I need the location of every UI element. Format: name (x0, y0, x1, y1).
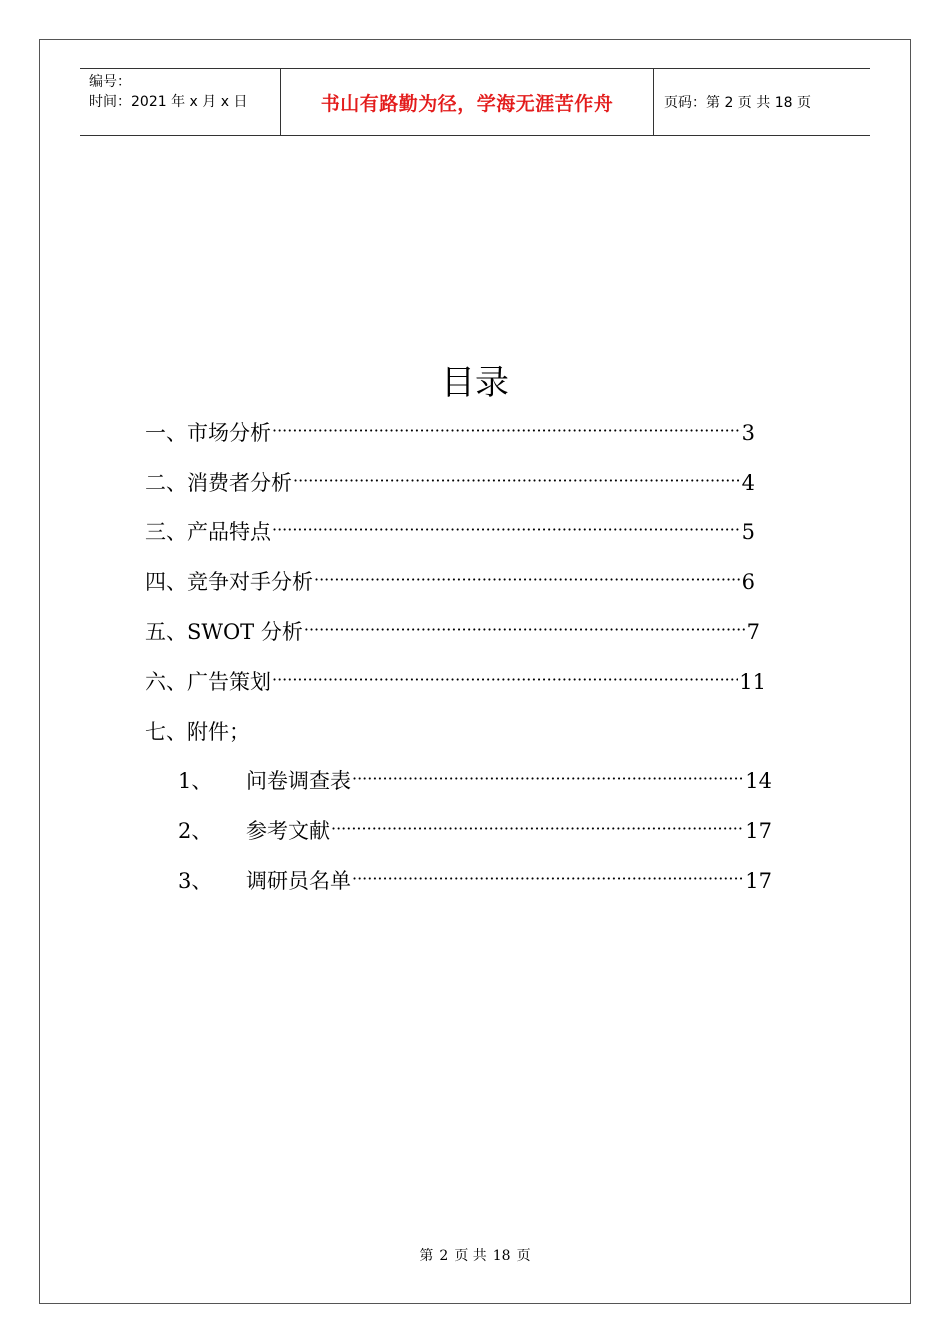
toc-entry-label: 附件； (187, 720, 250, 744)
toc-sub-entry-label: 问卷调查表 (246, 769, 351, 793)
toc-entry[interactable] (145, 567, 755, 599)
toc-entry-label: 竞争对手分析 (187, 570, 313, 594)
footer-middle: 页 共 (454, 1248, 487, 1264)
toc-leader-dots (352, 864, 744, 894)
header-date-label: 时间：2021 年 x 月 x 日 (89, 94, 248, 110)
footer-total-pages: 18 (492, 1248, 511, 1264)
toc-sub-entry-number: 2、 (178, 819, 213, 843)
toc-leader-dots (304, 615, 746, 645)
toc-leader-dots (352, 764, 744, 794)
toc-entry-number: 一、 (145, 421, 187, 445)
header-meta (80, 69, 281, 135)
toc-entry[interactable] (145, 468, 755, 500)
toc-entry-number: 七、 (145, 720, 187, 744)
toc-entry-number: 四、 (145, 570, 187, 594)
toc-leader-dots (272, 515, 741, 545)
footer-suffix: 页 (516, 1248, 531, 1264)
header-number-label: 编号： (89, 74, 131, 90)
toc-sub-entry[interactable] (178, 816, 772, 848)
toc-entry[interactable] (145, 418, 755, 450)
toc-sub-entry-page: 14 (745, 769, 772, 793)
toc-sub-entry-label: 参考文献 (246, 819, 330, 843)
toc-title: 目录 (441, 363, 509, 403)
page-footer (0, 1245, 950, 1265)
toc-leader-dots (293, 466, 741, 496)
toc-entry-page: 4 (741, 471, 755, 495)
toc-sub-entry[interactable] (178, 866, 772, 898)
toc-entry-page: 7 (746, 620, 760, 644)
toc-entry[interactable] (145, 717, 250, 747)
toc-entry-label: 消费者分析 (187, 471, 292, 495)
toc-entry-label: 产品特点 (187, 520, 271, 544)
toc-entry-page: 11 (739, 670, 766, 694)
toc-sub-entry-page: 17 (745, 869, 772, 893)
header-motto (281, 69, 654, 135)
toc-leader-dots (314, 565, 741, 595)
header-motto-text: 书山有路勤为径，学海无涯苦作舟 (320, 92, 614, 115)
toc-entry-page: 5 (741, 520, 755, 544)
toc-entry-number: 五、 (145, 620, 187, 644)
footer-prefix: 第 (419, 1248, 434, 1264)
toc-entry-label: 广告策划 (187, 670, 271, 694)
toc-leader-dots (331, 814, 744, 844)
header-page-info-text: 页码：第 2 页 共 18 页 (664, 95, 811, 111)
toc-sub-entry-page: 17 (745, 819, 772, 843)
footer-current-page: 2 (439, 1248, 449, 1264)
toc-leader-dots (272, 416, 741, 446)
document-header (80, 68, 870, 136)
toc-sub-entry-label: 调研员名单 (246, 869, 351, 893)
toc-leader-dots (272, 665, 738, 695)
toc-sub-entry-number: 3、 (178, 869, 213, 893)
toc-entry-number: 二、 (145, 471, 187, 495)
toc-entry[interactable] (145, 517, 755, 549)
toc-sub-entry[interactable] (178, 766, 772, 798)
toc-entry-number: 三、 (145, 520, 187, 544)
header-page-info (654, 69, 870, 135)
toc-entry-label: 市场分析 (187, 421, 271, 445)
toc-entry-page: 3 (741, 421, 755, 445)
toc-entry[interactable] (145, 667, 766, 699)
toc-entry-page: 6 (741, 570, 755, 594)
toc-entry-number: 六、 (145, 670, 187, 694)
toc-entry-label: SWOT 分析 (187, 620, 303, 644)
toc-sub-entry-number: 1、 (178, 769, 213, 793)
toc-entry[interactable] (145, 617, 760, 649)
